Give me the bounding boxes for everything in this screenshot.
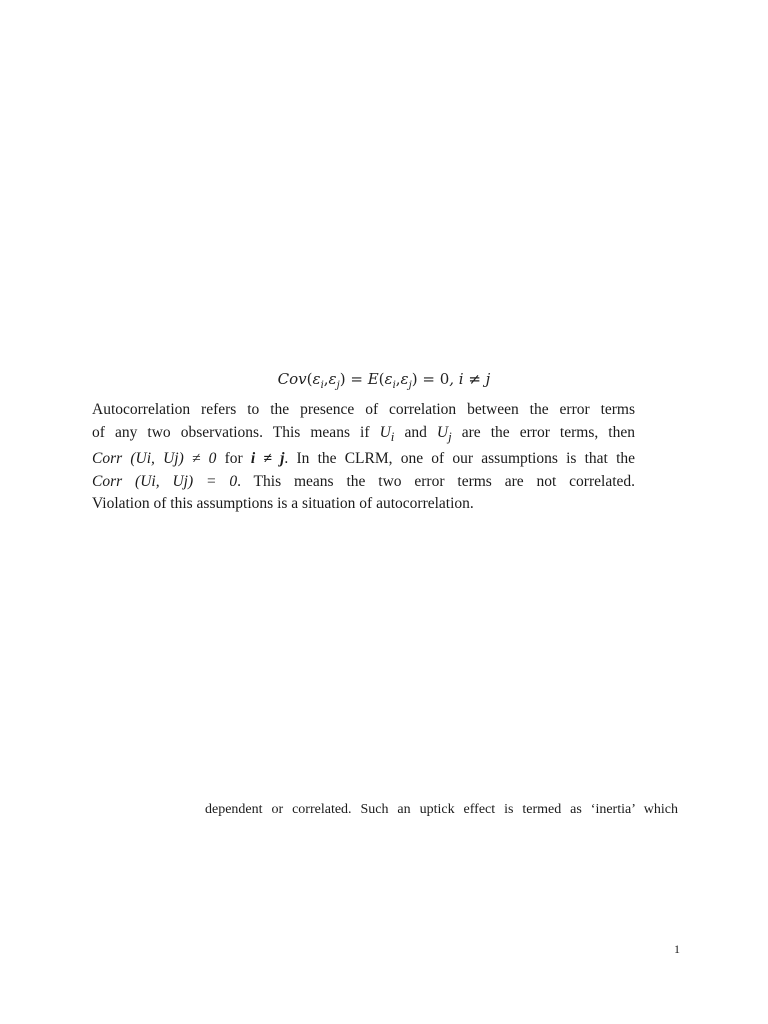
eq-epsilon-j-2: ε [400, 370, 409, 388]
eq-epsilon-i: ε [312, 370, 321, 388]
line2-text-b: are the error terms, then [451, 423, 635, 441]
paragraph-line-4 [92, 471, 635, 494]
eq-condition: , i ≠ j [449, 370, 491, 388]
text-fragment: dependent or correlated. Such an uptick effect is termed as ‘inertia’ which [205, 802, 678, 817]
eq-paren-open: ( [306, 370, 313, 388]
corr-zero: Corr (Ui, Uj) = 0 [92, 472, 238, 490]
eq-paren-close: ) [339, 370, 346, 388]
uj-subscript: j [448, 428, 452, 444]
paragraph-line-1: Autocorrelation refers to the presence of correlation between the error terms [92, 401, 635, 418]
paragraph-line-2 [92, 422, 635, 449]
autocorrelation-paragraph [92, 399, 635, 516]
eq-equals-2: = [417, 370, 440, 388]
eq-expectation: E [367, 370, 379, 388]
paragraph-line-5: Violation of this assumptions is a situation of autocorrelation. [92, 495, 474, 513]
eq-paren-open-2: ( [378, 370, 385, 388]
eq-paren-close-2: ) [411, 370, 418, 388]
eq-equals-1: = [345, 370, 368, 388]
corr-nonzero: Corr (Ui, Uj) ≠ 0 [92, 450, 217, 468]
uj-letter: U [436, 423, 449, 441]
eq-comma-2: , [395, 370, 401, 388]
line2-and: and [394, 423, 437, 441]
eq-zero: 0 [439, 370, 450, 388]
ui-subscript: i [390, 428, 395, 444]
line2-text-a: of any two observations. This means if [92, 423, 380, 441]
eq-sub-i: i [320, 380, 324, 391]
covariance-equation [0, 370, 768, 391]
eq-sub-j-2: j [408, 380, 412, 391]
eq-comma: , [323, 370, 329, 388]
eq-sub-i-2: i [392, 380, 396, 391]
eq-cov: Cov [277, 370, 307, 388]
ui-symbol [379, 423, 395, 444]
paragraph-line-3 [92, 448, 635, 471]
uj-symbol [436, 423, 452, 444]
ui-letter: U [379, 423, 391, 441]
line4-rest: . This means the two error terms are not correlated. [237, 472, 636, 490]
i-neq-j: i ≠ j [250, 450, 285, 468]
line3-rest: . In the CLRM, one of our assumptions is that the [284, 450, 636, 468]
eq-epsilon-j: ε [328, 370, 337, 388]
eq-sub-j: j [336, 380, 340, 391]
eq-epsilon-i-2: ε [384, 370, 393, 388]
page-number: 1 [674, 942, 680, 956]
line3-for: for [216, 450, 251, 468]
